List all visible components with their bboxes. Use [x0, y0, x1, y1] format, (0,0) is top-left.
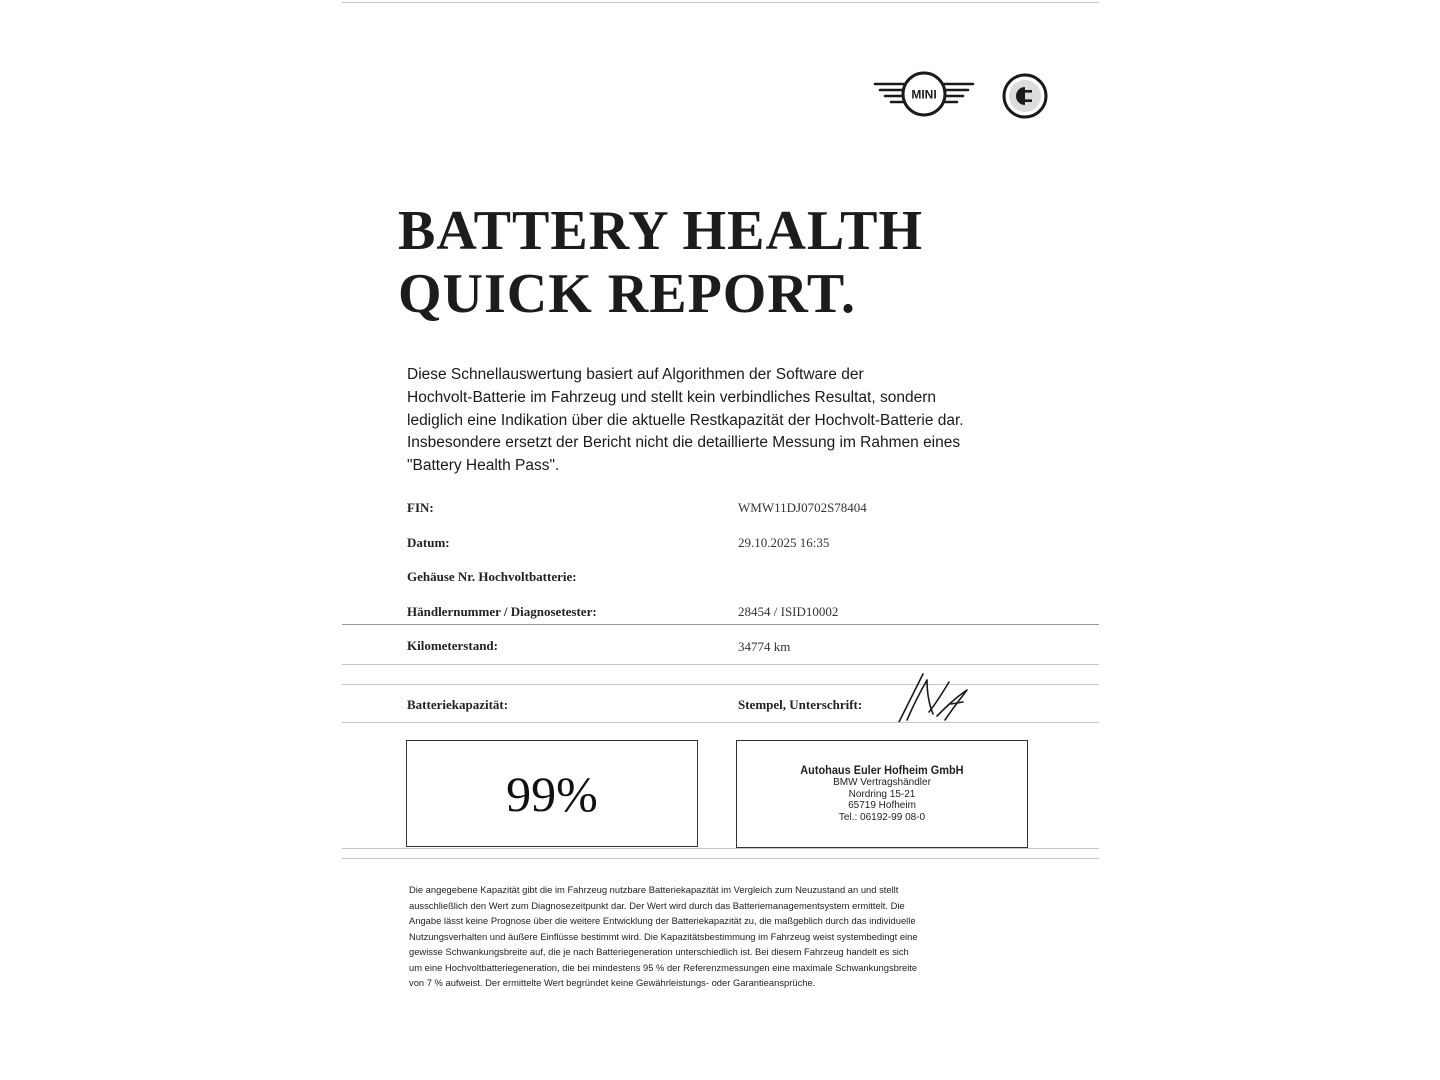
haendler-label: Händlernummer / Diagnosetester:	[407, 604, 597, 619]
capacity-value: 99%	[506, 765, 598, 822]
title-line-2: QUICK REPORT.	[398, 263, 857, 325]
plug-icon	[1001, 72, 1049, 120]
divider	[342, 684, 1099, 685]
dealer-line: Nordring 15-21	[848, 788, 916, 800]
gehaeuse-label: Gehäuse Nr. Hochvoltbatterie:	[407, 569, 577, 584]
datum-value: 29.10.2025 16:35	[738, 535, 830, 550]
footnote-line: Angabe lässt keine Prognose über die weitere Entwicklung der Batteriekapazität zu, die maßgeblich durch das individuelle	[409, 915, 916, 926]
mini-logo	[872, 70, 976, 118]
footnote-line: Die angegebene Kapazität gibt die im Fahrzeug nutzbare Batteriekapazität im Vergleich zum Neuzustand an und stellt	[409, 884, 899, 895]
title-line-1: BATTERY HEALTH	[398, 200, 923, 262]
intro-line: lediglich eine Indikation über die aktuelle Restkapazität der Hochvolt-Batterie dar.	[407, 411, 964, 429]
footnote-line: von 7 % aufweist. Der ermittelte Wert begründet keine Gewährleistungs- oder Garantieansprüche.	[409, 977, 816, 988]
divider	[342, 848, 1099, 849]
fin-value: WMW11DJ0702S78404	[738, 500, 867, 515]
capacity-label: Batteriekapazität:	[407, 697, 509, 712]
footnote	[409, 882, 1039, 991]
footnote-line: ausschließlich den Wert zum Diagnosezeitpunkt dar. Der Wert wird durch das Batteriemanagementsystem ermittelt. Die	[409, 899, 905, 911]
divider	[342, 722, 1099, 723]
dealer-line: BMW Vertragshändler	[833, 777, 931, 788]
dealer-stamp-box	[736, 740, 1028, 848]
divider	[342, 858, 1099, 859]
mini-logo-text: MINI	[911, 87, 937, 102]
stamp-label: Stempel, Unterschrift:	[738, 697, 863, 712]
km-value: 34774 km	[738, 639, 791, 654]
haendler-value: 28454 / ISID10002	[738, 604, 839, 619]
footnote-line: um eine Hochvoltbatteriegeneration, die bei mindestens 95 % der Referenzmessungen eine maximale Schwankungsbreite	[409, 961, 918, 973]
footnote-line: gewisse Schwankungsbreite auf, die je nach Batteriegeneration unterschiedlich ist. Bei diesem Fahrzeug handelt es sich	[409, 946, 909, 957]
fin-label: FIN:	[407, 500, 434, 515]
intro-line: Diese Schnellauswertung basiert auf Algorithmen der Software der	[407, 366, 864, 383]
footnote-line: Nutzungsverhalten und äußere Einflüsse bestimmt wird. Die Kapazitätsbestimmung im Fahrzeug weist systembedingt eine	[409, 930, 918, 942]
dealer-line: 65719 Hofheim	[848, 800, 916, 811]
dealer-line: Tel.: 06192-99 08-0	[838, 811, 926, 823]
top-rule	[342, 2, 1099, 3]
intro-paragraph	[407, 364, 1047, 478]
datum-label: Datum:	[407, 535, 450, 550]
dealer-name: Autohaus Euler Hofheim GmbH	[800, 765, 964, 777]
signature	[893, 668, 973, 726]
km-label: Kilometerstand:	[407, 638, 498, 653]
divider	[342, 664, 1099, 665]
intro-line: "Battery Health Pass".	[407, 457, 560, 475]
divider	[342, 624, 1099, 625]
report-title	[398, 200, 923, 326]
intro-line: Insbesondere ersetzt der Bericht nicht die detaillierte Messung im Rahmen eines	[407, 434, 961, 452]
capacity-box	[406, 740, 698, 847]
intro-line: Hochvolt-Batterie im Fahrzeug und stellt kein verbindliches Resultat, sondern	[407, 388, 936, 406]
